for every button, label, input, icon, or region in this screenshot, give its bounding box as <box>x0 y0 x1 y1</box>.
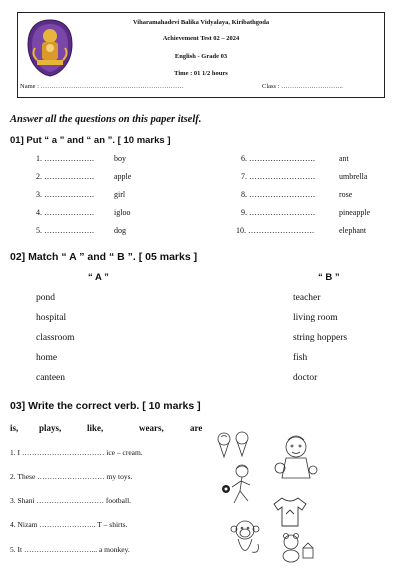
column-b-item: living room <box>293 313 338 323</box>
bear-toys-illustration <box>277 530 317 564</box>
verb-option: like, <box>87 423 104 433</box>
q1-blank[interactable]: 1. ………………. <box>36 154 94 163</box>
q7-blank[interactable]: 7. ……………………. <box>241 172 315 181</box>
q8-word: rose <box>339 190 353 199</box>
verb-option: is, <box>10 423 19 433</box>
verb-sentence-2[interactable]: 2. These ……………………… my toys. <box>10 472 133 481</box>
q5-blank[interactable]: 5. ………………. <box>36 226 94 235</box>
ice-cream-illustration <box>215 430 253 460</box>
q1-word: boy <box>114 154 126 163</box>
name-field[interactable]: Name : ………………………………………………………… <box>20 83 184 90</box>
verb-sentence-5[interactable]: 5. It ………………………... a monkey. <box>10 545 130 554</box>
q3-word: girl <box>114 190 126 199</box>
q8-blank[interactable]: 8. ……………………. <box>241 190 315 199</box>
column-b-heading: “ B ” <box>318 272 340 283</box>
q9-word: pineapple <box>339 208 371 217</box>
verb-sentence-3[interactable]: 3. Shani ……………………… football. <box>10 496 132 505</box>
column-a-item: home <box>36 353 58 363</box>
column-a-item: classroom <box>36 333 75 343</box>
girl-football-illustration <box>220 463 260 508</box>
q6-word: ant <box>339 154 349 163</box>
section1-title: 01] Put “ a ” and “ an ”. [ 10 marks ] <box>10 135 171 146</box>
test-title: Achievement Test 02 – 2024 <box>162 35 240 42</box>
q4-word: igloo <box>114 208 131 217</box>
column-b-item: fish <box>293 353 308 363</box>
section2-title: 02] Match “ A ” and “ B ”. [ 05 marks ] <box>10 251 198 263</box>
t-shirt-illustration <box>272 492 308 530</box>
class-field[interactable]: Class : ……………………….. <box>262 83 343 90</box>
column-a-heading: “ A ” <box>88 272 109 283</box>
column-a-item: pond <box>36 293 55 303</box>
column-a-item: hospital <box>36 313 67 323</box>
verb-option: are <box>190 423 203 433</box>
q4-blank[interactable]: 4. ………………. <box>36 208 94 217</box>
school-logo <box>25 18 75 78</box>
verb-sentence-1[interactable]: 1. I …………………………… ice – cream. <box>10 448 143 457</box>
subject-grade: English - Grade 03 <box>174 53 228 60</box>
verb-option: wears, <box>139 423 164 433</box>
column-a-item: canteen <box>36 373 66 383</box>
column-b-item: doctor <box>293 373 318 383</box>
q2-blank[interactable]: 2. ………………. <box>36 172 94 181</box>
column-b-item: string hoppers <box>293 333 348 343</box>
verb-sentence-4[interactable]: 4. Nizam ………………….. T – shirts. <box>10 520 128 529</box>
q10-blank[interactable]: 10. ……………………. <box>236 226 314 235</box>
q10-word: elephant <box>339 226 367 235</box>
time-allowed: Time : 01 1/2 hours <box>174 70 228 77</box>
q9-blank[interactable]: 9. ……………………. <box>241 208 315 217</box>
instruction: Answer all the questions on this paper itself. <box>10 114 202 125</box>
q6-blank[interactable]: 6. ……………………. <box>241 154 315 163</box>
column-b-item: teacher <box>293 293 321 303</box>
verb-option: plays, <box>39 423 62 433</box>
q3-blank[interactable]: 3. ………………. <box>36 190 94 199</box>
q2-word: apple <box>114 172 132 181</box>
monkey-illustration <box>226 518 264 562</box>
school-name: Viharamahadevi Balika Vidyalaya, Kiribathgoda <box>132 19 270 26</box>
q7-word: umbrella <box>339 172 368 181</box>
q5-word: dog <box>114 226 126 235</box>
kids-with-toys-illustration <box>272 432 320 482</box>
section3-title: 03] Write the correct verb. [ 10 marks ] <box>10 400 201 412</box>
